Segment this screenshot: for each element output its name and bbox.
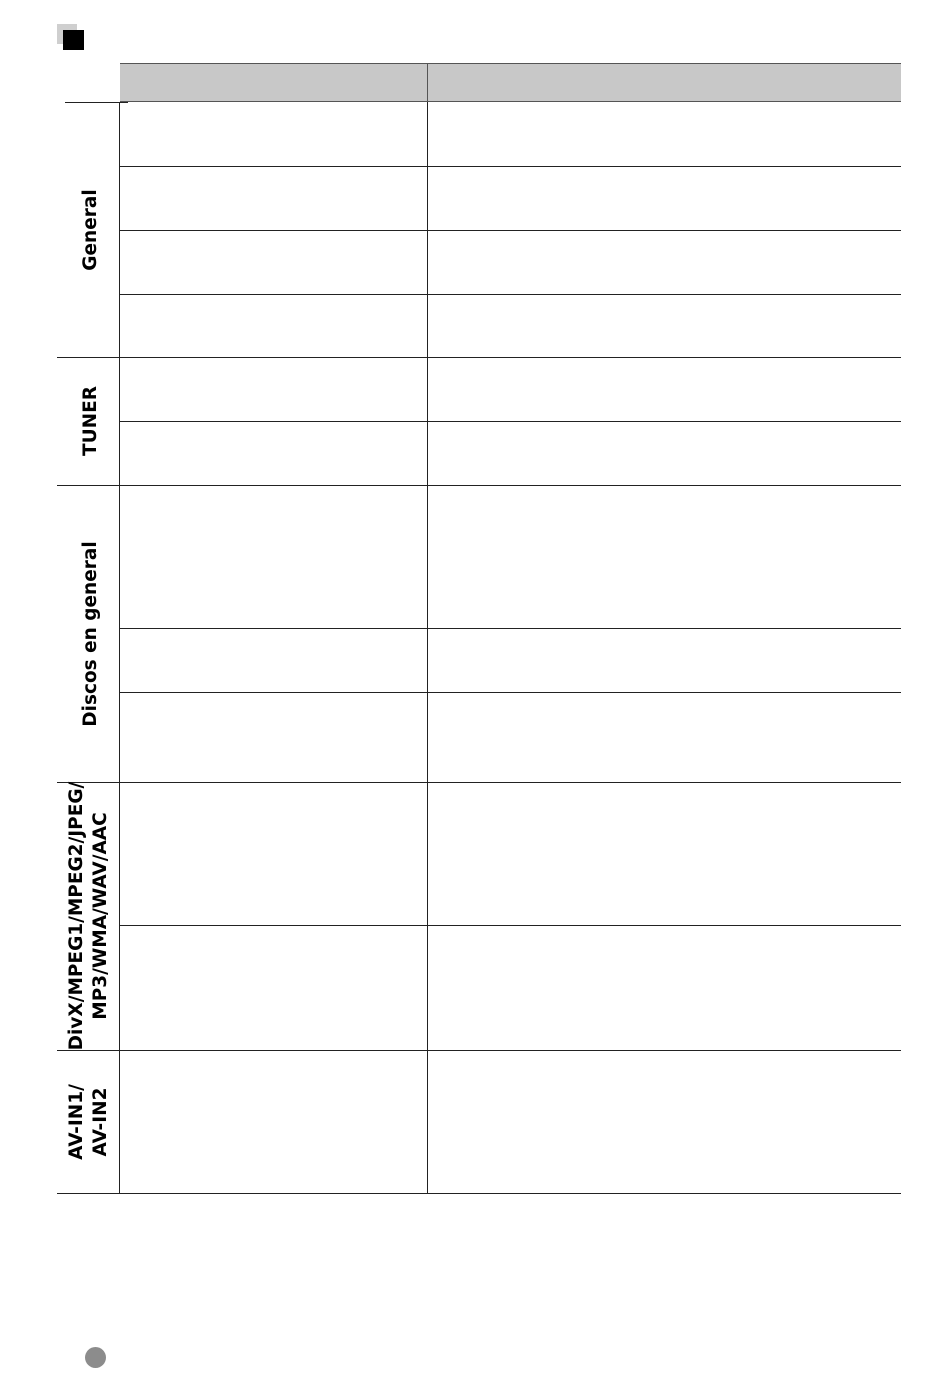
- group-label-discos: Discos en general: [79, 541, 101, 727]
- group-label-tuner: TUNER: [79, 385, 101, 457]
- row-rule: [120, 166, 901, 167]
- row-rule: [120, 421, 901, 422]
- header-divider: [427, 63, 428, 102]
- column-divider-middle: [427, 102, 428, 1193]
- group-rule: [57, 1050, 901, 1051]
- group-rule: [57, 357, 901, 358]
- column-divider-left: [119, 102, 120, 1193]
- black-square-icon: [63, 30, 84, 50]
- group-rule: [57, 485, 901, 486]
- rule-general-top: [65, 102, 120, 103]
- group-label-file-formats-line-1: DivX/MPEG1/MPEG2/JPEG/: [65, 781, 87, 1051]
- group-label-av-in-line-2: AV-IN2: [90, 1087, 111, 1157]
- table-header: [120, 63, 901, 102]
- row-rule: [120, 925, 901, 926]
- row-rule: [120, 294, 901, 295]
- group-label-av-in: [65, 1084, 113, 1160]
- gray-circle-icon: [85, 1347, 106, 1368]
- group-label-file-formats: [65, 782, 113, 1051]
- row-rule: [120, 628, 901, 629]
- group-label-general: General: [79, 189, 101, 271]
- header-tick: [120, 102, 128, 103]
- group-label-file-formats-line-2: MP3/WMA/WAV/AAC: [90, 812, 111, 1020]
- group-label-av-in-line-1: AV-IN1/: [65, 1084, 87, 1160]
- row-rule: [120, 230, 901, 231]
- table-bottom-rule: [57, 1193, 901, 1194]
- row-rule: [120, 692, 901, 693]
- group-rule: [57, 782, 901, 783]
